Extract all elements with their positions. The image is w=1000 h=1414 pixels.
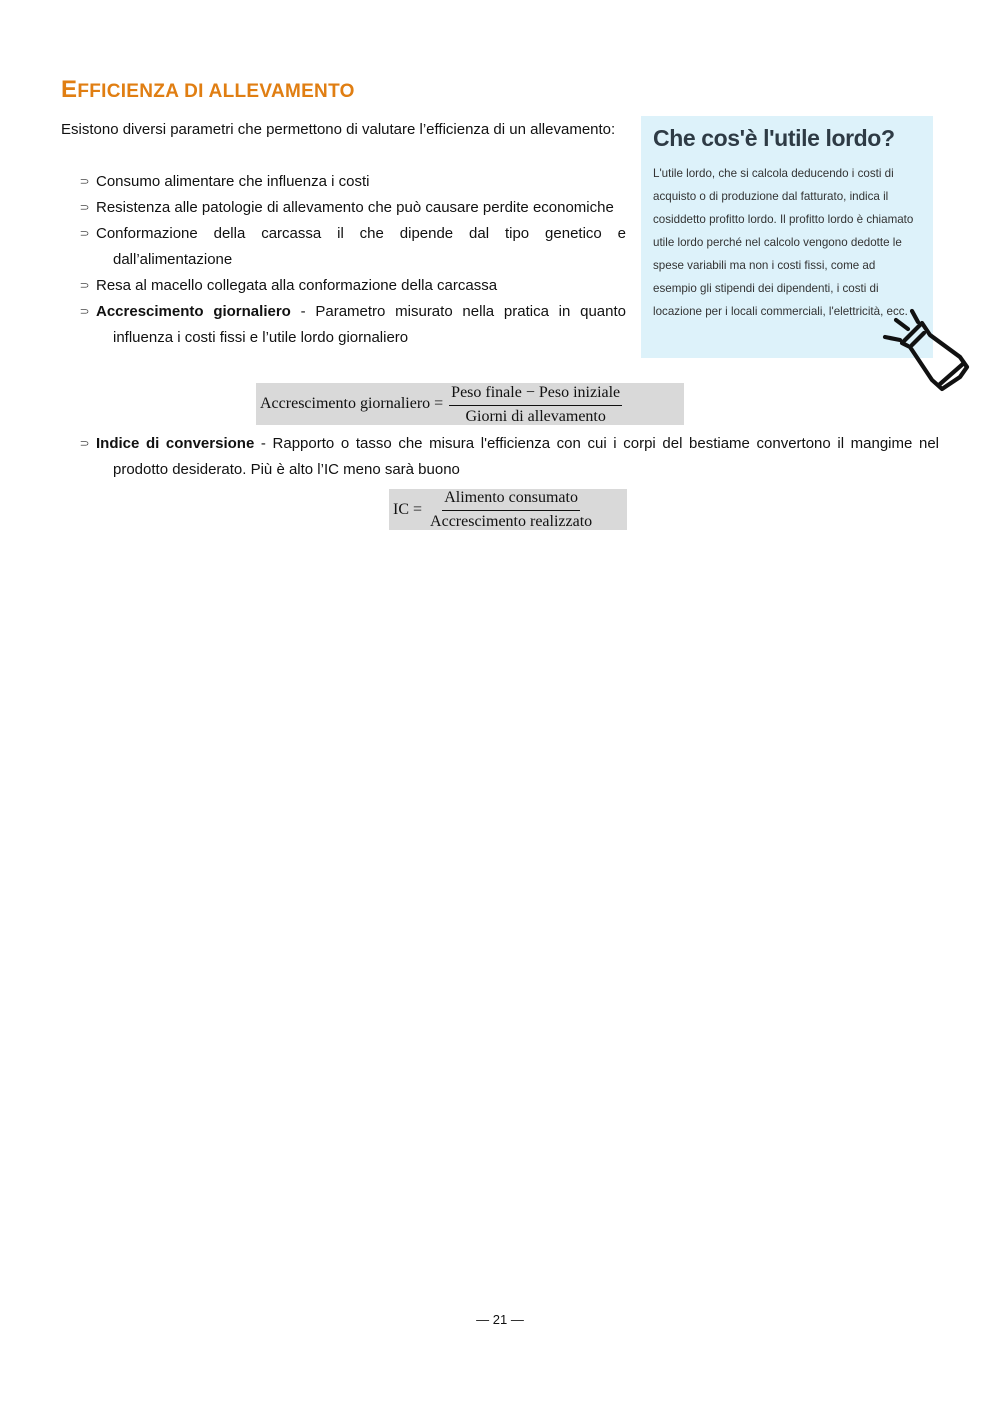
term-bold: Indice di conversione: [96, 435, 255, 452]
list-item: ⸧ Conformazione della carcassa il che dipende dal tipo genetico e dall’alimentazione: [61, 221, 626, 273]
formula-denominator: Accrescimento realizzato: [430, 513, 593, 530]
bullet-icon: ⸧: [78, 278, 92, 293]
formula-numerator: Alimento consumato: [442, 488, 580, 511]
efficiency-parameters-list: [61, 169, 626, 351]
bullet-icon: ⸧: [78, 200, 92, 215]
conversion-index-list: [61, 431, 939, 483]
sidebox-title: Che cos'è l'utile lordo?: [653, 125, 895, 151]
list-item: ⸧ Consumo alimentare che influenza i costi: [61, 169, 626, 195]
page-number: — 21 —: [476, 1312, 524, 1327]
list-item: ⸧ Accrescimento giornaliero - Parametro misurato nella pratica in quanto influenza i costi fissi e l’utile lordo giornaliero: [61, 299, 626, 351]
formula-fraction: [449, 383, 622, 426]
section-title: EFFICIENZA DI ALLEVAMENTO: [61, 76, 355, 103]
list-item: ⸧ Indice di conversione - Rapporto o tasso che misura l'efficienza con cui i corpi del bestiame convertono il mangime nel prodotto desiderato. Più è alto l’IC meno sarà buono: [61, 431, 939, 483]
formula-conversion-index: [389, 489, 627, 530]
intro-paragraph: Esistono diversi parametri che permettono di valutare l’efficienza di un allevamento:: [61, 121, 616, 138]
bullet-icon: ⸧: [78, 436, 92, 451]
formula-lhs: Accrescimento giornaliero =: [260, 395, 444, 412]
formula-fraction: [428, 488, 594, 531]
list-item: ⸧ Resistenza alle patologie di allevamento che può causare perdite economiche: [61, 195, 626, 221]
bullet-icon: ⸧: [78, 174, 92, 189]
bullet-icon: ⸧: [78, 226, 92, 241]
formula-lhs: IC =: [393, 500, 423, 518]
term-bold: Accrescimento giornaliero: [96, 303, 291, 320]
formula-denominator: Giorni di allevamento: [465, 407, 606, 425]
bullet-icon: ⸧: [78, 304, 92, 319]
flashlight-icon: [880, 305, 975, 395]
sidebox-text: L'utile lordo, che si calcola deducendo i costi di acquisto o di produzione dal fatturato, indica il cosiddetto profitto lordo. Il profitto lordo è chiamato utile lordo perché nel calcolo vengono dedotte le spese variabili ma non i costi fissi, come ad esempio gli stipendi dei dipendenti, i costi di locazione per i locali commerciali, l'elettricità, ecc.: [653, 167, 914, 318]
formula-daily-growth: [256, 383, 684, 425]
formula-numerator: Peso finale − Peso iniziale: [449, 383, 622, 406]
list-item: ⸧ Resa al macello collegata alla conformazione della carcassa: [61, 273, 626, 299]
